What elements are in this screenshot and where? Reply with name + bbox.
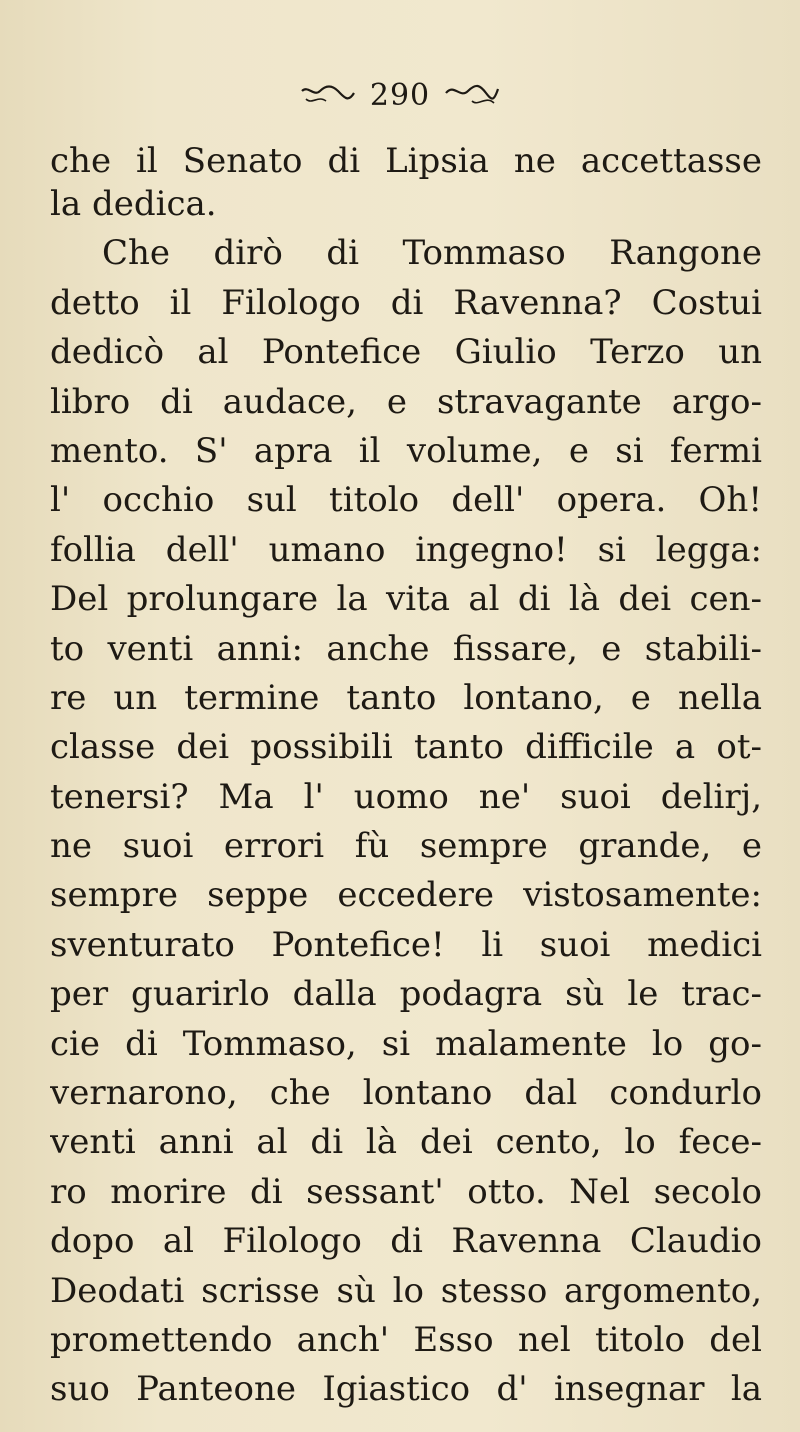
text-line: che il Senato di Lipsia ne accettasse xyxy=(50,142,762,180)
text-line: mento. S' apra il volume, e si fermi xyxy=(50,430,762,471)
text-line: dedicò al Pontefice Giulio Terzo un xyxy=(50,332,762,373)
text-line: Del prolungare la vita al di là dei cen- xyxy=(50,579,762,620)
text-line: cie di Tommaso, si malamente lo go- xyxy=(50,1023,762,1064)
text-line: follia dell' umano ingegno! si legga: xyxy=(50,529,762,570)
text-line: sventurato Pontefice! li suoi medici xyxy=(50,924,762,965)
text-line: la dedica. xyxy=(50,184,217,224)
text-line: classe dei possibili tanto difficile a ot- xyxy=(50,727,762,768)
text-line: re un termine tanto lontano, e nella xyxy=(50,677,762,718)
page-number: 290 xyxy=(369,78,431,113)
body-text xyxy=(50,142,762,1415)
text-line: vernarono, che lontano dal condurlo xyxy=(50,1073,762,1114)
text-line: l' occhio sul titolo dell' opera. Oh! xyxy=(50,480,762,521)
page-header xyxy=(0,78,800,113)
text-line: tenersi? Ma l' uomo ne' suoi delirj, xyxy=(50,776,762,817)
text-line: to venti anni: anche fissare, e stabili- xyxy=(50,628,762,669)
text-line: detto il Filologo di Ravenna? Costui xyxy=(50,282,762,323)
text-line: sempre seppe eccedere vistosamente: xyxy=(50,875,762,916)
text-line: ro morire di sessant' otto. Nel secolo xyxy=(50,1171,762,1212)
text-line: Deodati scrisse sù lo stesso argomento, xyxy=(50,1270,762,1311)
text-line: promettendo anch' Esso nel titolo del xyxy=(50,1319,762,1360)
right-ornament-icon xyxy=(442,83,502,109)
text-line: suo Panteone Igiastico d' insegnar la xyxy=(50,1369,762,1410)
text-line: ne suoi errori fù sempre grande, e xyxy=(50,826,762,867)
text-line: Che dirò di Tommaso Rangone xyxy=(102,233,762,274)
text-line: per guarirlo dalla podagra sù le trac- xyxy=(50,974,762,1015)
text-line: venti anni al di là dei cento, lo fece- xyxy=(50,1122,762,1163)
left-ornament-icon xyxy=(298,83,358,109)
text-line: libro di audace, e stravagante argo- xyxy=(50,381,762,422)
text-line: dopo al Filologo di Ravenna Claudio xyxy=(50,1221,762,1262)
